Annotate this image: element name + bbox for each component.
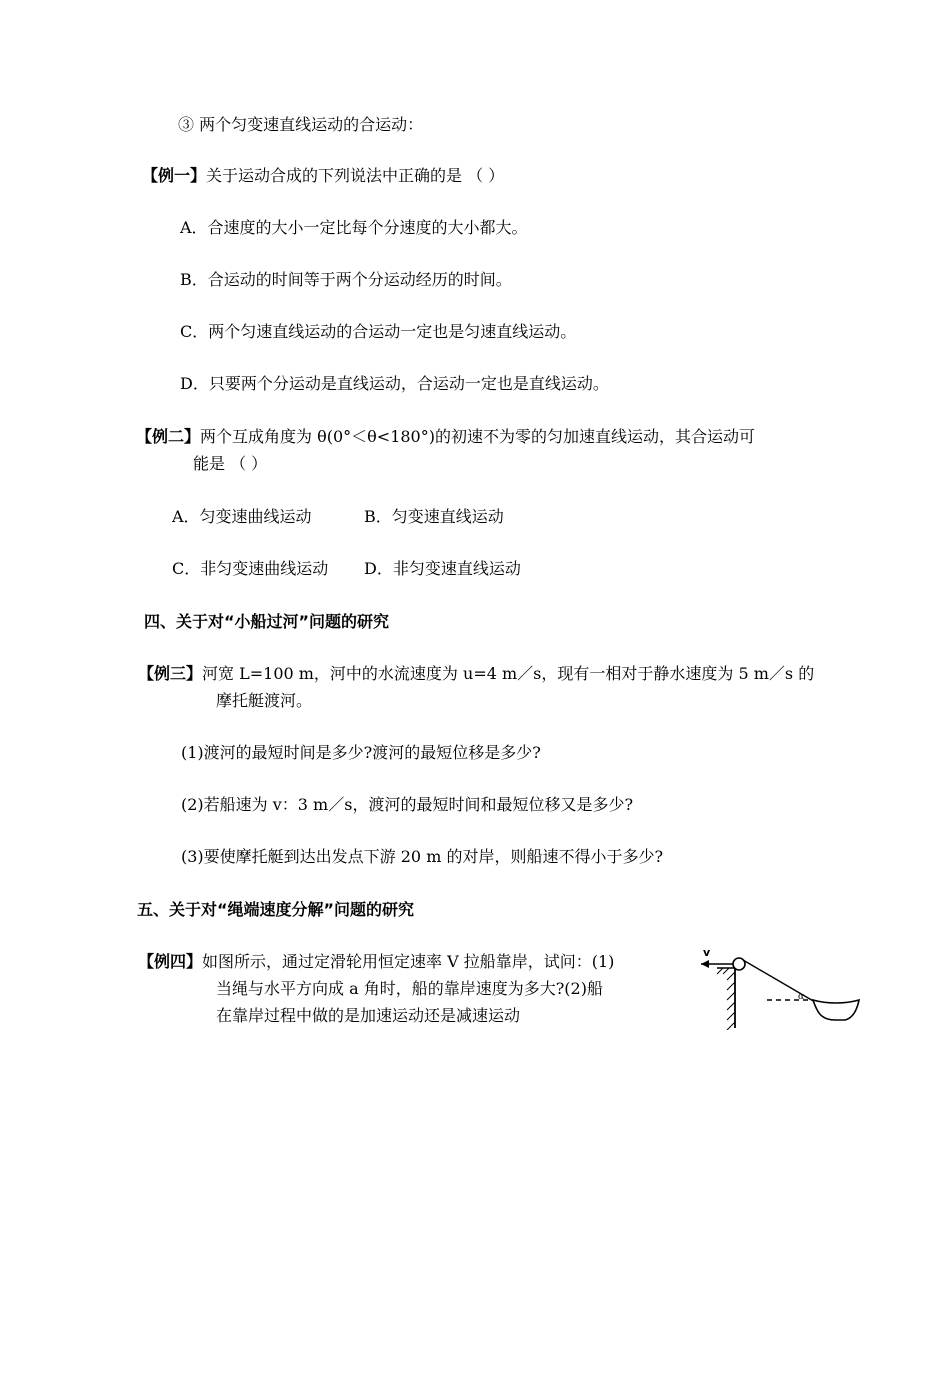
example1-label: 【例一】 bbox=[142, 166, 207, 185]
pulley-boat-figure bbox=[695, 940, 865, 1030]
example1-option-a: A．合速度的大小一定比每个分速度的大小都大。 bbox=[180, 218, 528, 237]
example2-option-a: A．匀变速曲线运动 bbox=[172, 507, 312, 526]
example4-line1 bbox=[138, 951, 614, 973]
example3-text: 河宽 L=100 m，河中的水流速度为 u=4 m／s，现有一相对于静水速度为 5 m／s 的 bbox=[202, 664, 815, 683]
example4-line2: 当绳与水平方向成 a 角时，船的靠岸速度为多大?(2)船 bbox=[216, 979, 603, 998]
example2-question-line2: 能是 （ ） bbox=[193, 454, 268, 473]
section3-item3: ③ 两个匀变速直线运动的合运动： bbox=[178, 115, 424, 134]
pier-hatching bbox=[717, 968, 735, 1030]
angle-label: α bbox=[798, 992, 805, 1002]
boat-icon bbox=[813, 1000, 859, 1020]
example3-sub2: (2)若船速为 v：3 m／s，渡河的最短时间和最短位移又是多少? bbox=[181, 795, 634, 814]
example1-option-c: C．两个匀速直线运动的合运动一定也是匀速直线运动。 bbox=[180, 322, 577, 341]
example2-option-d: D．非匀变速直线运动 bbox=[364, 559, 521, 578]
example2-option-c: C．非匀变速曲线运动 bbox=[172, 559, 329, 578]
arrow-head-icon bbox=[701, 960, 709, 968]
example2-option-b: B．匀变速直线运动 bbox=[364, 507, 504, 526]
example3-sub3: (3)要使摩托艇到达出发点下游 20 m 的对岸，则船速不得小于多少? bbox=[181, 847, 664, 866]
example3-line1 bbox=[138, 663, 814, 685]
example4-text: 如图所示，通过定滑轮用恒定速率 V 拉船靠岸，试问：(1) bbox=[202, 952, 615, 971]
example1-option-d: D．只要两个分运动是直线运动，合运动一定也是直线运动。 bbox=[180, 374, 609, 393]
example3-label: 【例三】 bbox=[138, 664, 203, 683]
example3-sub1: (1)渡河的最短时间是多少?渡河的最短位移是多少? bbox=[181, 743, 541, 762]
section4-title: 四、关于对“小船过河”问题的研究 bbox=[144, 612, 390, 631]
example1-question bbox=[142, 165, 504, 187]
section5-title: 五、关于对“绳端速度分解”问题的研究 bbox=[137, 900, 415, 919]
example4-line3: 在靠岸过程中做的是加速运动还是减速运动 bbox=[216, 1006, 521, 1025]
example1-question-text: 关于运动合成的下列说法中正确的是 （ ） bbox=[206, 166, 505, 185]
example2-label: 【例二】 bbox=[136, 427, 201, 446]
example4-label: 【例四】 bbox=[138, 952, 203, 971]
example1-option-b: B．合运动的时间等于两个分运动经历的时间。 bbox=[180, 270, 512, 289]
rope bbox=[743, 960, 815, 1002]
example2-question-line1 bbox=[136, 426, 755, 448]
example2-question-text: 两个互成角度为 θ(0°＜θ<180°)的初速不为零的匀加速直线运动，其合运动可 bbox=[200, 427, 755, 446]
velocity-label: v bbox=[703, 946, 711, 959]
example3-line2: 摩托艇渡河。 bbox=[216, 691, 313, 710]
